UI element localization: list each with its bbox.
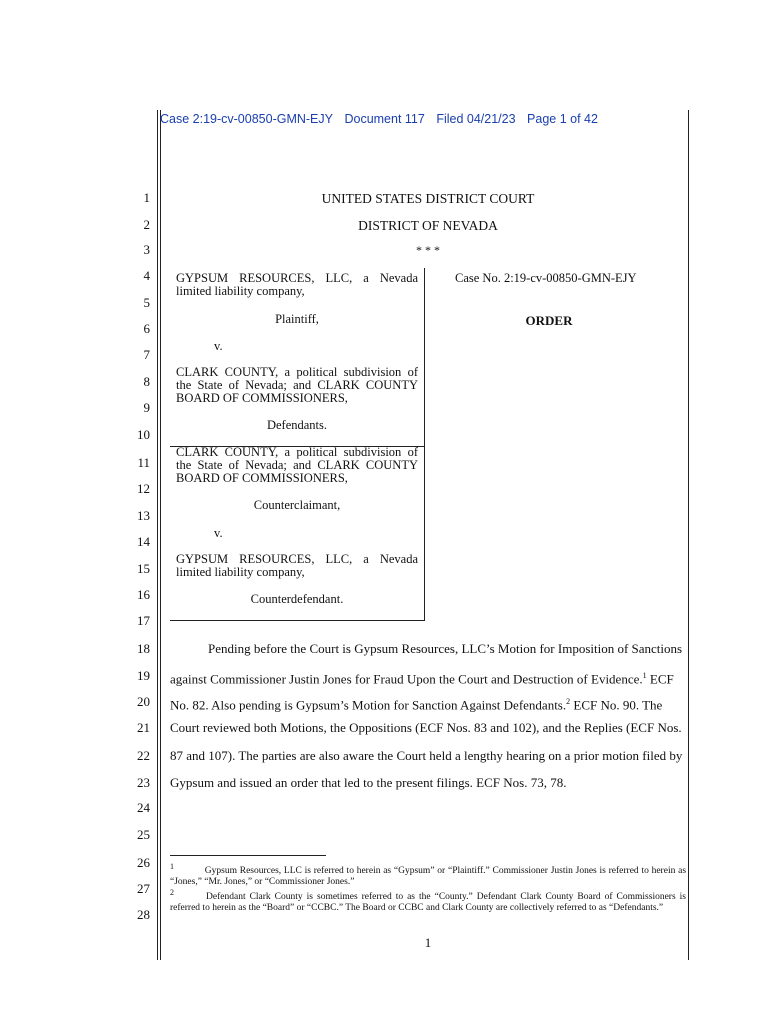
court-name: UNITED STATES DISTRICT COURT — [321, 191, 535, 206]
page-number: 1 — [424, 935, 432, 950]
line-number: 13 — [137, 508, 150, 523]
line-number: 20 — [137, 694, 150, 709]
footnote-ref-2[interactable]: 2 — [566, 697, 571, 706]
filed-date: Filed 04/21/23 — [436, 112, 516, 126]
body-line-23: Gypsum and issued an order that led to the present filings. ECF Nos. 73, 78. — [170, 775, 567, 790]
line-number: 10 — [137, 427, 150, 442]
footnote-number: 2 — [170, 888, 174, 897]
footnote-separator — [170, 855, 326, 856]
court-district: DISTRICT OF NEVADA — [358, 218, 498, 233]
line-number: 7 — [143, 347, 150, 362]
line-number: 26 — [137, 855, 150, 870]
versus-1: v. — [214, 339, 223, 353]
line-number: 17 — [137, 613, 150, 628]
document-number: Document 117 — [344, 112, 425, 126]
left-margin-rule-inner — [160, 110, 161, 960]
line-number: 25 — [137, 827, 150, 842]
footnote-1 — [170, 861, 686, 888]
body-line-22: 87 and 107). The parties are also aware the Court held a lengthy hearing on a prior motion filed by — [170, 748, 683, 763]
line-number: 8 — [143, 374, 150, 389]
line-number: 12 — [137, 481, 150, 496]
body-line-18: Pending before the Court is Gypsum Resources, LLC’s Motion for Imposition of Sanctions — [208, 641, 683, 656]
party-defendants: CLARK COUNTY, a political subdivision of the State of Nevada; and CLARK COUNTY BOARD OF COMMISSIONERS, — [176, 365, 418, 405]
role-plaintiff: Plaintiff, — [275, 312, 319, 326]
line-number: 6 — [143, 321, 150, 336]
versus-2: v. — [214, 526, 223, 540]
line-number: 18 — [137, 641, 150, 656]
line-number: 19 — [137, 668, 150, 683]
line-number: 24 — [137, 800, 150, 815]
line-number: 15 — [137, 561, 150, 576]
document-title: ORDER — [525, 313, 573, 328]
line-number: 28 — [137, 907, 150, 922]
line-number: 16 — [137, 587, 150, 602]
caption-bottom-rule — [170, 620, 425, 621]
line-number: 14 — [137, 534, 150, 549]
caption-divider — [424, 268, 425, 620]
line-number: 21 — [137, 720, 150, 735]
party-counterclaimant: CLARK COUNTY, a political subdivision of the State of Nevada; and CLARK COUNTY BOARD OF COMMISSIONERS, — [176, 445, 418, 485]
body-line-19: against Commissioner Justin Jones for Fraud Upon the Court and Destruction of Evidence.$^1$ ECF — [170, 671, 674, 687]
line-number: 5 — [143, 295, 150, 310]
line-number: 9 — [143, 400, 150, 415]
party-counterdefendant: GYPSUM RESOURCES, LLC, a Nevada limited liability company, — [176, 552, 418, 579]
footnote-text: Gypsum Resources, LLC is referred to herein as “Gypsum” or “Plaintiff.” Commissioner Justin Jones is referred to herein as “Jones,” “Mr. Jones,” or “Commissioner Jones.” — [170, 866, 687, 888]
left-margin-rule-outer — [157, 110, 158, 960]
body-line-21: Court reviewed both Motions, the Oppositions (ECF Nos. 83 and 102), and the Replies (ECF Nos. — [170, 720, 682, 735]
line-number: 27 — [137, 881, 150, 896]
page-count: Page 1 of 42 — [527, 112, 598, 126]
role-counterclaimant: Counterclaimant, — [253, 498, 341, 512]
court-stars: * * * — [416, 243, 440, 257]
body-line-20: No. 82. Also pending is Gypsum’s Motion for Sanction Against Defendants.$^2$ ECF No. 90. The — [170, 697, 663, 713]
footnote-text: Defendant Clark County is sometimes referred to as the “County.” Defendant Clark County Board of Commissioners is referred to herein as the “Board” or “CCBC.” The Board or CCBC and Clark County are collectively referred to as “Defendants.” — [170, 892, 687, 914]
footnote-2 — [170, 887, 686, 914]
line-number: 11 — [137, 455, 150, 470]
role-counterdefendant: Counterdefendant. — [250, 592, 344, 606]
line-number: 2 — [143, 217, 150, 232]
footnote-number: 1 — [170, 862, 174, 871]
line-number: 1 — [143, 190, 150, 205]
right-margin-rule — [688, 110, 689, 960]
role-defendants: Defendants. — [266, 418, 328, 432]
line-number: 23 — [137, 775, 150, 790]
party-plaintiff: GYPSUM RESOURCES, LLC, a Nevada limited liability company, — [176, 271, 418, 298]
footnote-ref-1[interactable]: 1 — [642, 671, 647, 680]
case-number-header: Case 2:19-cv-00850-GMN-EJY — [160, 112, 333, 126]
line-number: 3 — [143, 242, 150, 257]
case-number: Case No. 2:19-cv-00850-GMN-EJY — [455, 271, 637, 285]
line-number: 4 — [143, 268, 150, 283]
line-number: 22 — [137, 748, 150, 763]
ecf-header — [160, 112, 606, 126]
